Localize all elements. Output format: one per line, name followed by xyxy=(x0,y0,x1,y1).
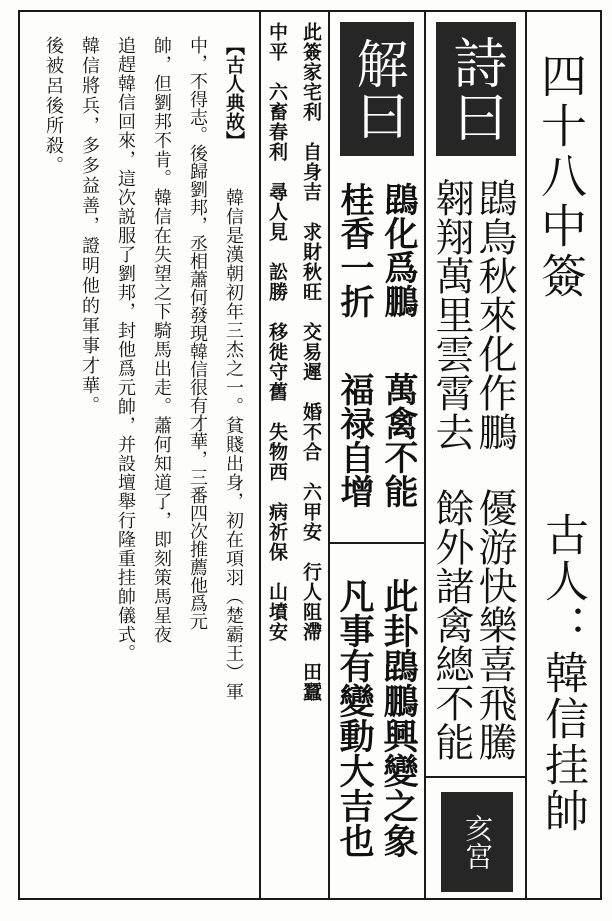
ancient-person: 古人：韓信挂帥 xyxy=(537,512,588,834)
story-label: 【古人典故】 xyxy=(223,36,245,150)
divider-fortune xyxy=(259,10,261,900)
divider-title xyxy=(525,10,527,900)
story-line-6: 後被呂後所殺。 xyxy=(43,36,64,176)
story-line-3: 帥，但劉邦不肯。韓信在失望之下騎馬出走。蕭何知道了，即刻策馬星夜 xyxy=(151,36,172,644)
poem-line-4: 餘外諸禽總不能 xyxy=(429,488,474,761)
interpretation-line-4: 福禄自增 xyxy=(334,372,374,508)
interpretation-line-3: 萬禽不能 xyxy=(378,372,418,508)
poem-line-2: 翱翔萬里雲霄去 xyxy=(429,178,474,451)
divider-summary xyxy=(328,542,425,544)
interpretation-heading-box xyxy=(340,22,414,156)
palace-label: 亥宮 xyxy=(461,814,494,870)
poem-heading-box xyxy=(436,22,516,156)
divider-interpretation xyxy=(328,10,330,900)
poem-heading: 詩曰 xyxy=(445,35,508,143)
slip-title: 四十八中簽 xyxy=(534,52,588,302)
palace-box xyxy=(441,792,513,892)
story-line-4: 追趕韓信回來，這次説服了劉邦，封他爲元帥，并設壇舉行隆重挂帥儀式。 xyxy=(115,36,136,663)
poem-line-1: 鵾鳥秋來化作鵬 xyxy=(472,178,517,451)
story-line-2: 中，不得志。後歸劉邦，丞相蕭何發現韓信很有才華，三番四次推薦他爲元 xyxy=(187,36,208,630)
interpretation-line-2: 桂香一折 xyxy=(334,182,374,318)
story-line-1: 韓信是漢朝初年三杰之一。貧賤出身，初在項羽（楚霸王）軍 xyxy=(223,188,244,701)
interpretation-summary-2: 凡事有變動大吉也 xyxy=(334,578,374,858)
divider-palace xyxy=(424,776,526,778)
poem-line-3: 優游快樂喜飛騰 xyxy=(472,488,517,761)
interpretation-heading: 解曰 xyxy=(347,37,407,141)
interpretation-summary-1: 此卦鵾鵬興變之象 xyxy=(378,578,418,858)
interpretation-line-1: 鵾化爲鵬 xyxy=(378,182,418,318)
fortune-line-2: 中平 六畜春利 尋人見 訟勝 移徙守舊 失物西 病祈保 山墳安 xyxy=(266,22,288,642)
divider-poem xyxy=(424,10,426,900)
story-line-5: 韓信將兵，多多益善，證明他的軍事才華。 xyxy=(79,36,100,416)
fortune-line-1: 此簽家宅利 自身吉 求財秋旺 交易遲 婚不合 六甲安 行人阻滯 田蠶 xyxy=(300,22,322,702)
